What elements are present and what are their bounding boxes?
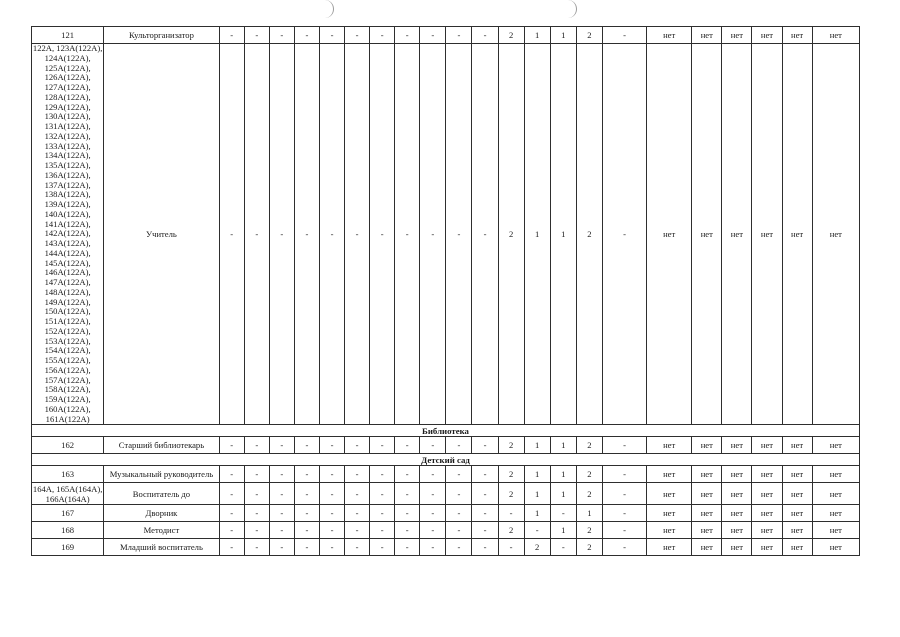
value-cell: - [420, 466, 446, 483]
value-cell: 1 [550, 27, 576, 44]
value-cell: - [294, 505, 319, 522]
value-cell: - [472, 505, 498, 522]
value-cell: - [524, 522, 550, 539]
value-cell: нет [782, 483, 812, 505]
value-cell: нет [812, 505, 859, 522]
table-row [32, 522, 860, 539]
value-cell: - [395, 522, 420, 539]
value-cell: нет [752, 483, 782, 505]
value-cell: нет [647, 522, 692, 539]
value-cell: - [219, 466, 244, 483]
value-cell: 1 [576, 505, 602, 522]
value-cell: - [269, 27, 294, 44]
value-cell: нет [692, 505, 722, 522]
value-cell: нет [647, 539, 692, 556]
position-name-cell: Дворник [104, 505, 219, 522]
value-cell: 1 [550, 437, 576, 454]
value-cell: - [319, 466, 344, 483]
position-name-cell: Воспитатель до [104, 483, 219, 505]
value-cell: - [602, 437, 646, 454]
value-cell: - [219, 539, 244, 556]
workplace-number: 160А(122А), [44, 403, 91, 414]
binder-hole-mark [325, 0, 334, 18]
value-cell: 1 [524, 44, 550, 425]
value-cell: - [244, 437, 269, 454]
value-cell: - [219, 522, 244, 539]
value-cell: нет [722, 522, 752, 539]
value-cell: нет [692, 483, 722, 505]
workplace-number: 132А(122А), [44, 130, 91, 141]
value-cell: нет [722, 483, 752, 505]
value-cell: 2 [576, 27, 602, 44]
value-cell: - [472, 539, 498, 556]
section-row [32, 454, 860, 466]
workplace-number: 154А(122А), [44, 345, 91, 356]
value-cell: 1 [550, 466, 576, 483]
value-cell: - [446, 539, 472, 556]
value-cell: - [420, 437, 446, 454]
value-cell: нет [722, 27, 752, 44]
workplace-number-cell [32, 466, 104, 483]
position-name-cell: Учитель [104, 44, 219, 425]
workplace-number-cell [32, 539, 104, 556]
value-cell: - [370, 522, 395, 539]
workplace-number: 144А(122А), [44, 247, 91, 258]
value-cell: нет [752, 505, 782, 522]
value-cell: - [420, 505, 446, 522]
value-cell: - [294, 437, 319, 454]
value-cell: - [244, 505, 269, 522]
table-row [32, 27, 860, 44]
value-cell: - [319, 505, 344, 522]
workplace-number: 146А(122А), [44, 267, 91, 278]
value-cell: - [550, 539, 576, 556]
workplace-number: 157А(122А), [44, 374, 91, 385]
value-cell: - [472, 44, 498, 425]
value-cell: нет [782, 505, 812, 522]
value-cell: нет [782, 44, 812, 425]
value-cell: - [370, 505, 395, 522]
workplace-number: 138А(122А), [44, 189, 91, 200]
workplace-number: 129А(122А), [44, 101, 91, 112]
value-cell: - [345, 539, 370, 556]
value-cell: нет [812, 539, 859, 556]
value-cell: нет [752, 437, 782, 454]
value-cell: - [395, 44, 420, 425]
value-cell: - [219, 27, 244, 44]
value-cell: - [269, 483, 294, 505]
value-cell: - [294, 483, 319, 505]
value-cell: - [269, 437, 294, 454]
value-cell: - [602, 522, 646, 539]
binder-hole-mark [568, 0, 577, 18]
value-cell: - [244, 27, 269, 44]
value-cell: - [244, 522, 269, 539]
value-cell: 2 [498, 44, 524, 425]
value-cell: нет [782, 539, 812, 556]
value-cell: - [420, 27, 446, 44]
value-cell: - [472, 27, 498, 44]
workplace-number: 127А(122А), [44, 82, 91, 92]
workplace-number: 162 [61, 440, 75, 451]
value-cell: 2 [524, 539, 550, 556]
value-cell: нет [692, 44, 722, 425]
workplace-number: 137А(122А), [44, 179, 91, 190]
workplace-number: 163 [61, 469, 75, 480]
workplace-number: 140А(122А), [44, 208, 91, 219]
workplace-number: 122А, 123А(122А), [32, 43, 103, 53]
value-cell: - [269, 44, 294, 425]
value-cell: - [370, 437, 395, 454]
table-row [32, 505, 860, 522]
value-cell: 2 [576, 466, 602, 483]
value-cell: нет [782, 466, 812, 483]
workplace-number: 156А(122А), [44, 364, 91, 375]
value-cell: - [319, 522, 344, 539]
value-cell: - [244, 539, 269, 556]
position-name-cell: Музыкальный руководитель [104, 466, 219, 483]
workplace-number-cell [32, 483, 104, 505]
value-cell: - [602, 539, 646, 556]
workplace-number-cell [32, 522, 104, 539]
value-cell: нет [812, 437, 859, 454]
value-cell: 1 [524, 483, 550, 505]
position-name-cell: Старший библиотекарь [104, 437, 219, 454]
workplace-number: 135А(122А), [44, 160, 91, 170]
value-cell: - [602, 483, 646, 505]
value-cell: - [269, 505, 294, 522]
value-cell: - [319, 437, 344, 454]
value-cell: - [219, 437, 244, 454]
section-title: Библиотека [32, 425, 860, 437]
value-cell: нет [692, 27, 722, 44]
value-cell: - [472, 483, 498, 505]
value-cell: нет [812, 483, 859, 505]
value-cell: 2 [498, 483, 524, 505]
workplace-number: 159А(122А), [44, 394, 91, 404]
value-cell: нет [752, 44, 782, 425]
value-cell: 1 [524, 437, 550, 454]
workplace-number: 130А(122А), [44, 111, 91, 122]
value-cell: - [395, 539, 420, 556]
workplace-number: 124А(122А), [44, 52, 91, 63]
value-cell: нет [647, 483, 692, 505]
table-row [32, 539, 860, 556]
workplace-number: 153А(122А), [44, 335, 91, 346]
workplace-number: 152А(122А), [44, 325, 91, 336]
value-cell: нет [647, 27, 692, 44]
value-cell: 2 [498, 27, 524, 44]
value-cell: - [498, 505, 524, 522]
value-cell: 2 [498, 522, 524, 539]
value-cell: нет [692, 539, 722, 556]
workplace-number: 133А(122А), [44, 140, 91, 151]
workplace-number: 134А(122А), [44, 150, 91, 161]
value-cell: нет [722, 437, 752, 454]
value-cell: - [446, 466, 472, 483]
table-row [32, 466, 860, 483]
value-cell: - [550, 505, 576, 522]
workplace-number: 147А(122А), [44, 277, 91, 287]
value-cell: нет [722, 539, 752, 556]
value-cell: - [244, 483, 269, 505]
workplace-number: 131А(122А), [44, 121, 91, 131]
value-cell: - [319, 483, 344, 505]
value-cell: - [370, 466, 395, 483]
value-cell: нет [722, 466, 752, 483]
value-cell: - [345, 522, 370, 539]
value-cell: - [294, 466, 319, 483]
value-cell: - [395, 466, 420, 483]
workplace-number: 139А(122А), [44, 199, 91, 209]
value-cell: нет [812, 466, 859, 483]
workplace-number: 161А(122А) [45, 413, 90, 424]
value-cell: 1 [550, 522, 576, 539]
value-cell: 2 [576, 522, 602, 539]
value-cell: нет [752, 522, 782, 539]
workplace-number: 145А(122А), [44, 257, 91, 268]
value-cell: 1 [524, 505, 550, 522]
value-cell: 2 [498, 466, 524, 483]
value-cell: - [269, 466, 294, 483]
value-cell: - [446, 483, 472, 505]
value-cell: - [420, 539, 446, 556]
workplace-number: 141А(122А), [44, 218, 91, 229]
value-cell: нет [692, 522, 722, 539]
workplace-number: 126А(122А), [44, 72, 91, 83]
workplace-number: 150А(122А), [44, 306, 91, 317]
value-cell: нет [647, 466, 692, 483]
workplace-assessment-table [31, 26, 860, 556]
workplace-number-cell [32, 27, 104, 44]
workplace-number: 128А(122А), [44, 91, 91, 102]
value-cell: - [269, 522, 294, 539]
value-cell: - [219, 483, 244, 505]
value-cell: - [370, 539, 395, 556]
value-cell: - [345, 505, 370, 522]
value-cell: 2 [498, 437, 524, 454]
value-cell: нет [752, 27, 782, 44]
value-cell: - [294, 27, 319, 44]
workplace-number: 155А(122А), [44, 355, 91, 365]
value-cell: нет [752, 466, 782, 483]
value-cell: - [294, 522, 319, 539]
value-cell: нет [692, 466, 722, 483]
value-cell: нет [812, 27, 859, 44]
workplace-number: 121 [61, 30, 75, 40]
value-cell: нет [647, 437, 692, 454]
value-cell: 1 [524, 27, 550, 44]
workplace-number: 167 [61, 508, 75, 519]
workplace-number: 148А(122А), [44, 286, 91, 297]
value-cell: нет [752, 539, 782, 556]
workplace-number: 166А(164А) [45, 493, 90, 504]
value-cell: нет [782, 27, 812, 44]
value-cell: - [446, 505, 472, 522]
value-cell: 1 [550, 44, 576, 425]
value-cell: - [370, 27, 395, 44]
value-cell: - [446, 44, 472, 425]
value-cell: - [602, 466, 646, 483]
value-cell: - [244, 44, 269, 425]
value-cell: нет [782, 437, 812, 454]
value-cell: нет [812, 522, 859, 539]
workplace-number-cell [32, 437, 104, 454]
workplace-number: 151А(122А), [44, 316, 91, 326]
value-cell: - [395, 27, 420, 44]
workplace-number: 169 [61, 542, 75, 553]
value-cell: нет [647, 505, 692, 522]
value-cell: - [345, 437, 370, 454]
value-cell: - [219, 505, 244, 522]
value-cell: 2 [576, 539, 602, 556]
value-cell: - [219, 44, 244, 425]
value-cell: - [472, 522, 498, 539]
workplace-number: 164А, 165А(164А), [32, 483, 103, 494]
value-cell: - [420, 44, 446, 425]
value-cell: 1 [524, 466, 550, 483]
value-cell: - [269, 539, 294, 556]
value-cell: - [472, 437, 498, 454]
value-cell: нет [782, 522, 812, 539]
value-cell: - [472, 466, 498, 483]
value-cell: - [395, 437, 420, 454]
value-cell: - [395, 505, 420, 522]
value-cell: 2 [576, 483, 602, 505]
table-row [32, 483, 860, 505]
value-cell: - [602, 27, 646, 44]
value-cell: - [345, 27, 370, 44]
value-cell: нет [722, 505, 752, 522]
workplace-number-cell [32, 505, 104, 522]
value-cell: 2 [576, 437, 602, 454]
section-row [32, 425, 860, 437]
value-cell: 1 [550, 483, 576, 505]
value-cell: - [294, 44, 319, 425]
value-cell: - [319, 44, 344, 425]
value-cell: - [446, 522, 472, 539]
workplace-number: 168 [61, 525, 75, 536]
value-cell: - [498, 539, 524, 556]
value-cell: - [319, 539, 344, 556]
table-row [32, 437, 860, 454]
value-cell: нет [812, 44, 859, 425]
workplace-number: 136А(122А), [44, 169, 91, 180]
value-cell: - [244, 466, 269, 483]
workplace-number: 158А(122А), [44, 384, 91, 395]
value-cell: - [345, 44, 370, 425]
table-row [32, 44, 860, 425]
value-cell: - [319, 27, 344, 44]
value-cell: нет [722, 44, 752, 425]
value-cell: - [345, 483, 370, 505]
value-cell: - [395, 483, 420, 505]
value-cell: - [420, 522, 446, 539]
value-cell: - [294, 539, 319, 556]
value-cell: - [602, 44, 646, 425]
position-name-cell: Младший воспитатель [104, 539, 219, 556]
workplace-number-cell [32, 44, 104, 425]
section-title: Детский сад [32, 454, 860, 466]
position-name-cell: Методист [104, 522, 219, 539]
value-cell: нет [692, 437, 722, 454]
value-cell: - [446, 27, 472, 44]
value-cell: - [370, 44, 395, 425]
value-cell: - [345, 466, 370, 483]
value-cell: - [446, 437, 472, 454]
workplace-number: 143А(122А), [44, 238, 91, 248]
value-cell: нет [647, 44, 692, 425]
workplace-number: 142А(122А), [44, 228, 91, 239]
workplace-number: 149А(122А), [44, 296, 91, 307]
position-name-cell: Культорганизатор [104, 27, 219, 44]
value-cell: - [420, 483, 446, 505]
value-cell: - [370, 483, 395, 505]
value-cell: - [602, 505, 646, 522]
value-cell: 2 [576, 44, 602, 425]
workplace-number: 125А(122А), [44, 62, 91, 73]
